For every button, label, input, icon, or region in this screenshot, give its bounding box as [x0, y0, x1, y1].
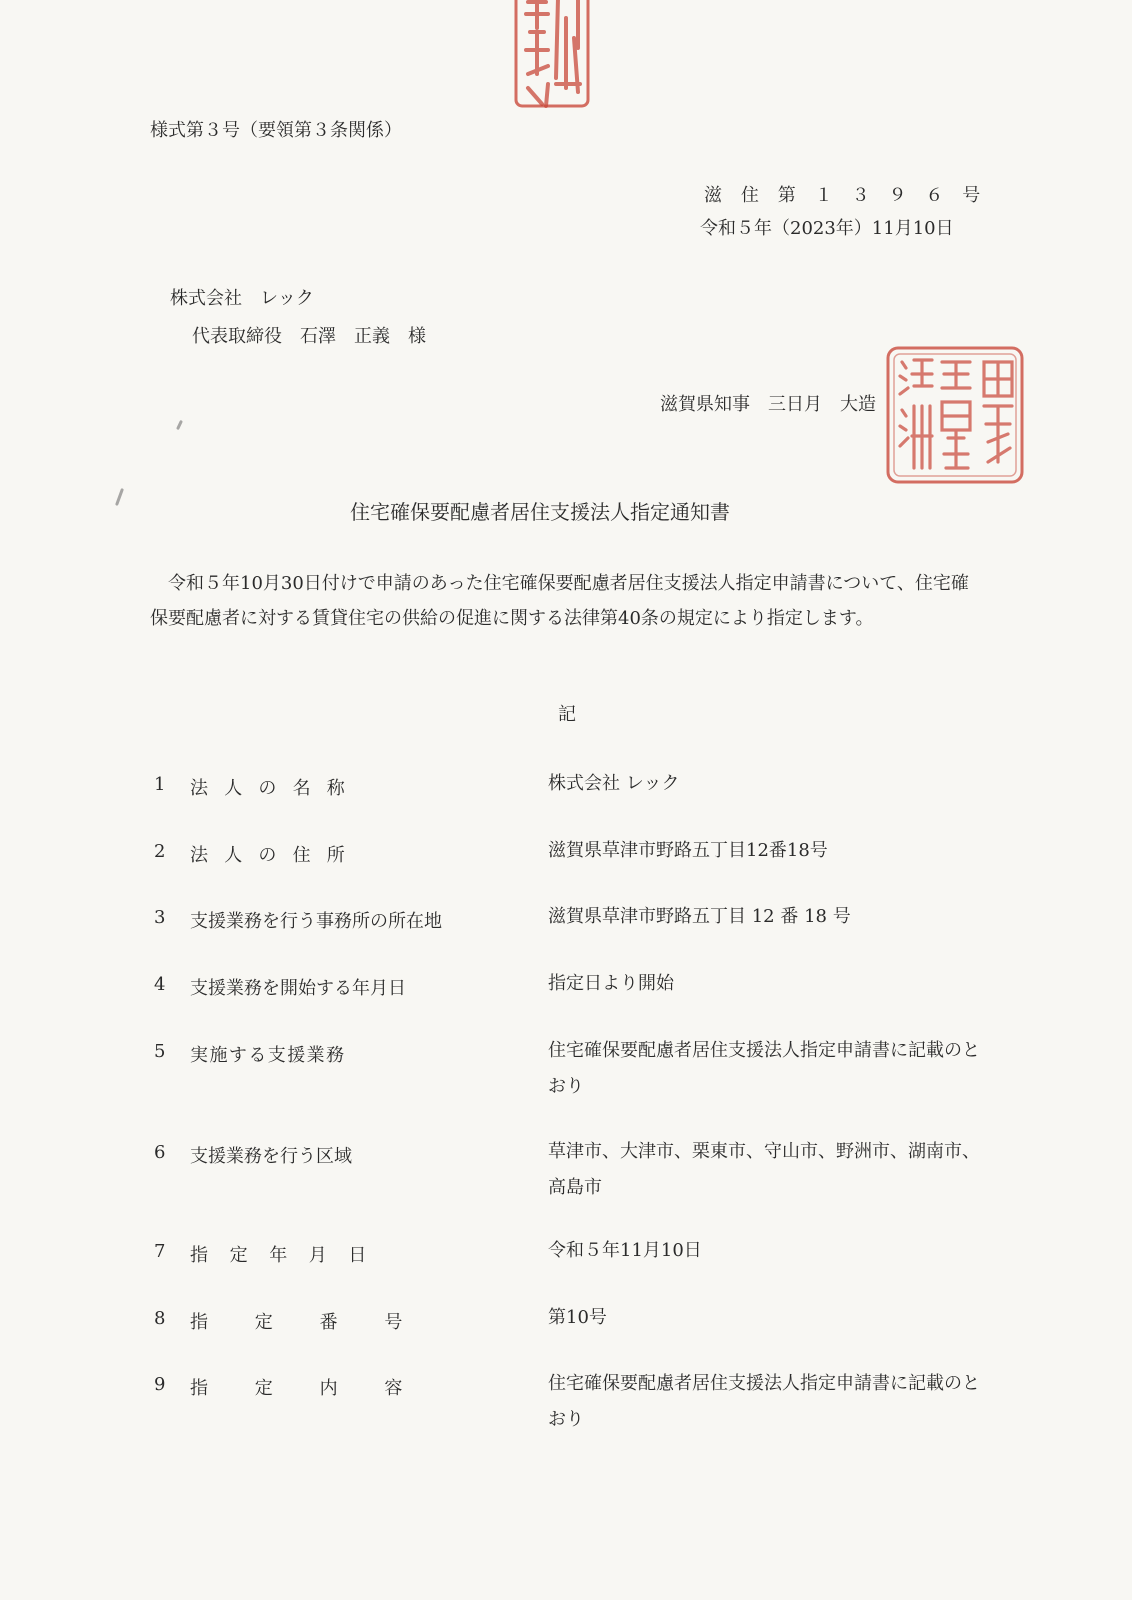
recipient-company: 株式会社 レック [170, 288, 314, 309]
document-number: 滋住第１３９６号 [704, 185, 1000, 206]
body-paragraph: 令和５年10月30日付けで申請のあった住宅確保要配慮者居住支援法人指定申請書について、住宅確保要配慮者に対する賃貸住宅の供給の促進に関する法律第40条の規定により指定します。 [150, 573, 969, 629]
item-label: 法人の住所 [190, 845, 361, 866]
item-label: 指定内容 [190, 1378, 450, 1399]
item-number: 4 [154, 974, 166, 995]
seal-stamp-icon [512, 0, 592, 114]
item-label: 実施する支援業務 [190, 1045, 346, 1066]
item-value: 指定日より開始 [548, 973, 674, 994]
item-value: 滋賀県草津市野路五丁目12番18号 [548, 840, 828, 861]
item-number: 1 [154, 774, 166, 795]
item-value: 第10号 [548, 1307, 607, 1328]
item-value: 滋賀県草津市野路五丁目 12 番 18 号 [548, 906, 851, 927]
item-label: 支援業務を行う区域 [190, 1146, 352, 1167]
item-label: 指定番号 [190, 1312, 450, 1333]
ki-heading: 記 [558, 704, 576, 725]
item-number: 2 [154, 841, 166, 862]
item-value: 住宅確保要配慮者居住支援法人指定申請書に記載のとおり [548, 1040, 980, 1097]
item-value: 令和５年11月10日 [548, 1240, 702, 1261]
item-number: 5 [154, 1041, 166, 1062]
scan-mark [176, 420, 183, 430]
document-date: 令和５年（2023年）11月10日 [700, 218, 954, 239]
item-number: 3 [154, 907, 166, 928]
item-number: 7 [154, 1241, 166, 1262]
recipient-person: 代表取締役 石澤 正義 様 [192, 326, 426, 347]
item-value: 草津市、大津市、栗東市、守山市、野洲市、湖南市、高島市 [548, 1141, 980, 1198]
item-number: 8 [154, 1308, 166, 1329]
item-label: 法人の名称 [190, 778, 361, 799]
item-label: 指定年月日 [190, 1245, 388, 1266]
item-value: 住宅確保要配慮者居住支援法人指定申請書に記載のとおり [548, 1373, 980, 1430]
item-number: 9 [154, 1374, 166, 1395]
item-value: 株式会社 レック [548, 773, 680, 794]
governor-seal-icon [884, 344, 1026, 486]
form-label: 様式第３号（要領第３条関係） [150, 120, 402, 141]
scan-mark [115, 488, 124, 506]
item-label: 支援業務を行う事務所の所在地 [190, 911, 442, 932]
item-label: 支援業務を開始する年月日 [190, 978, 406, 999]
item-number: 6 [154, 1142, 166, 1163]
document-title: 住宅確保要配慮者居住支援法人指定通知書 [350, 500, 730, 524]
sender-name: 滋賀県知事 三日月 大造 [660, 394, 876, 415]
